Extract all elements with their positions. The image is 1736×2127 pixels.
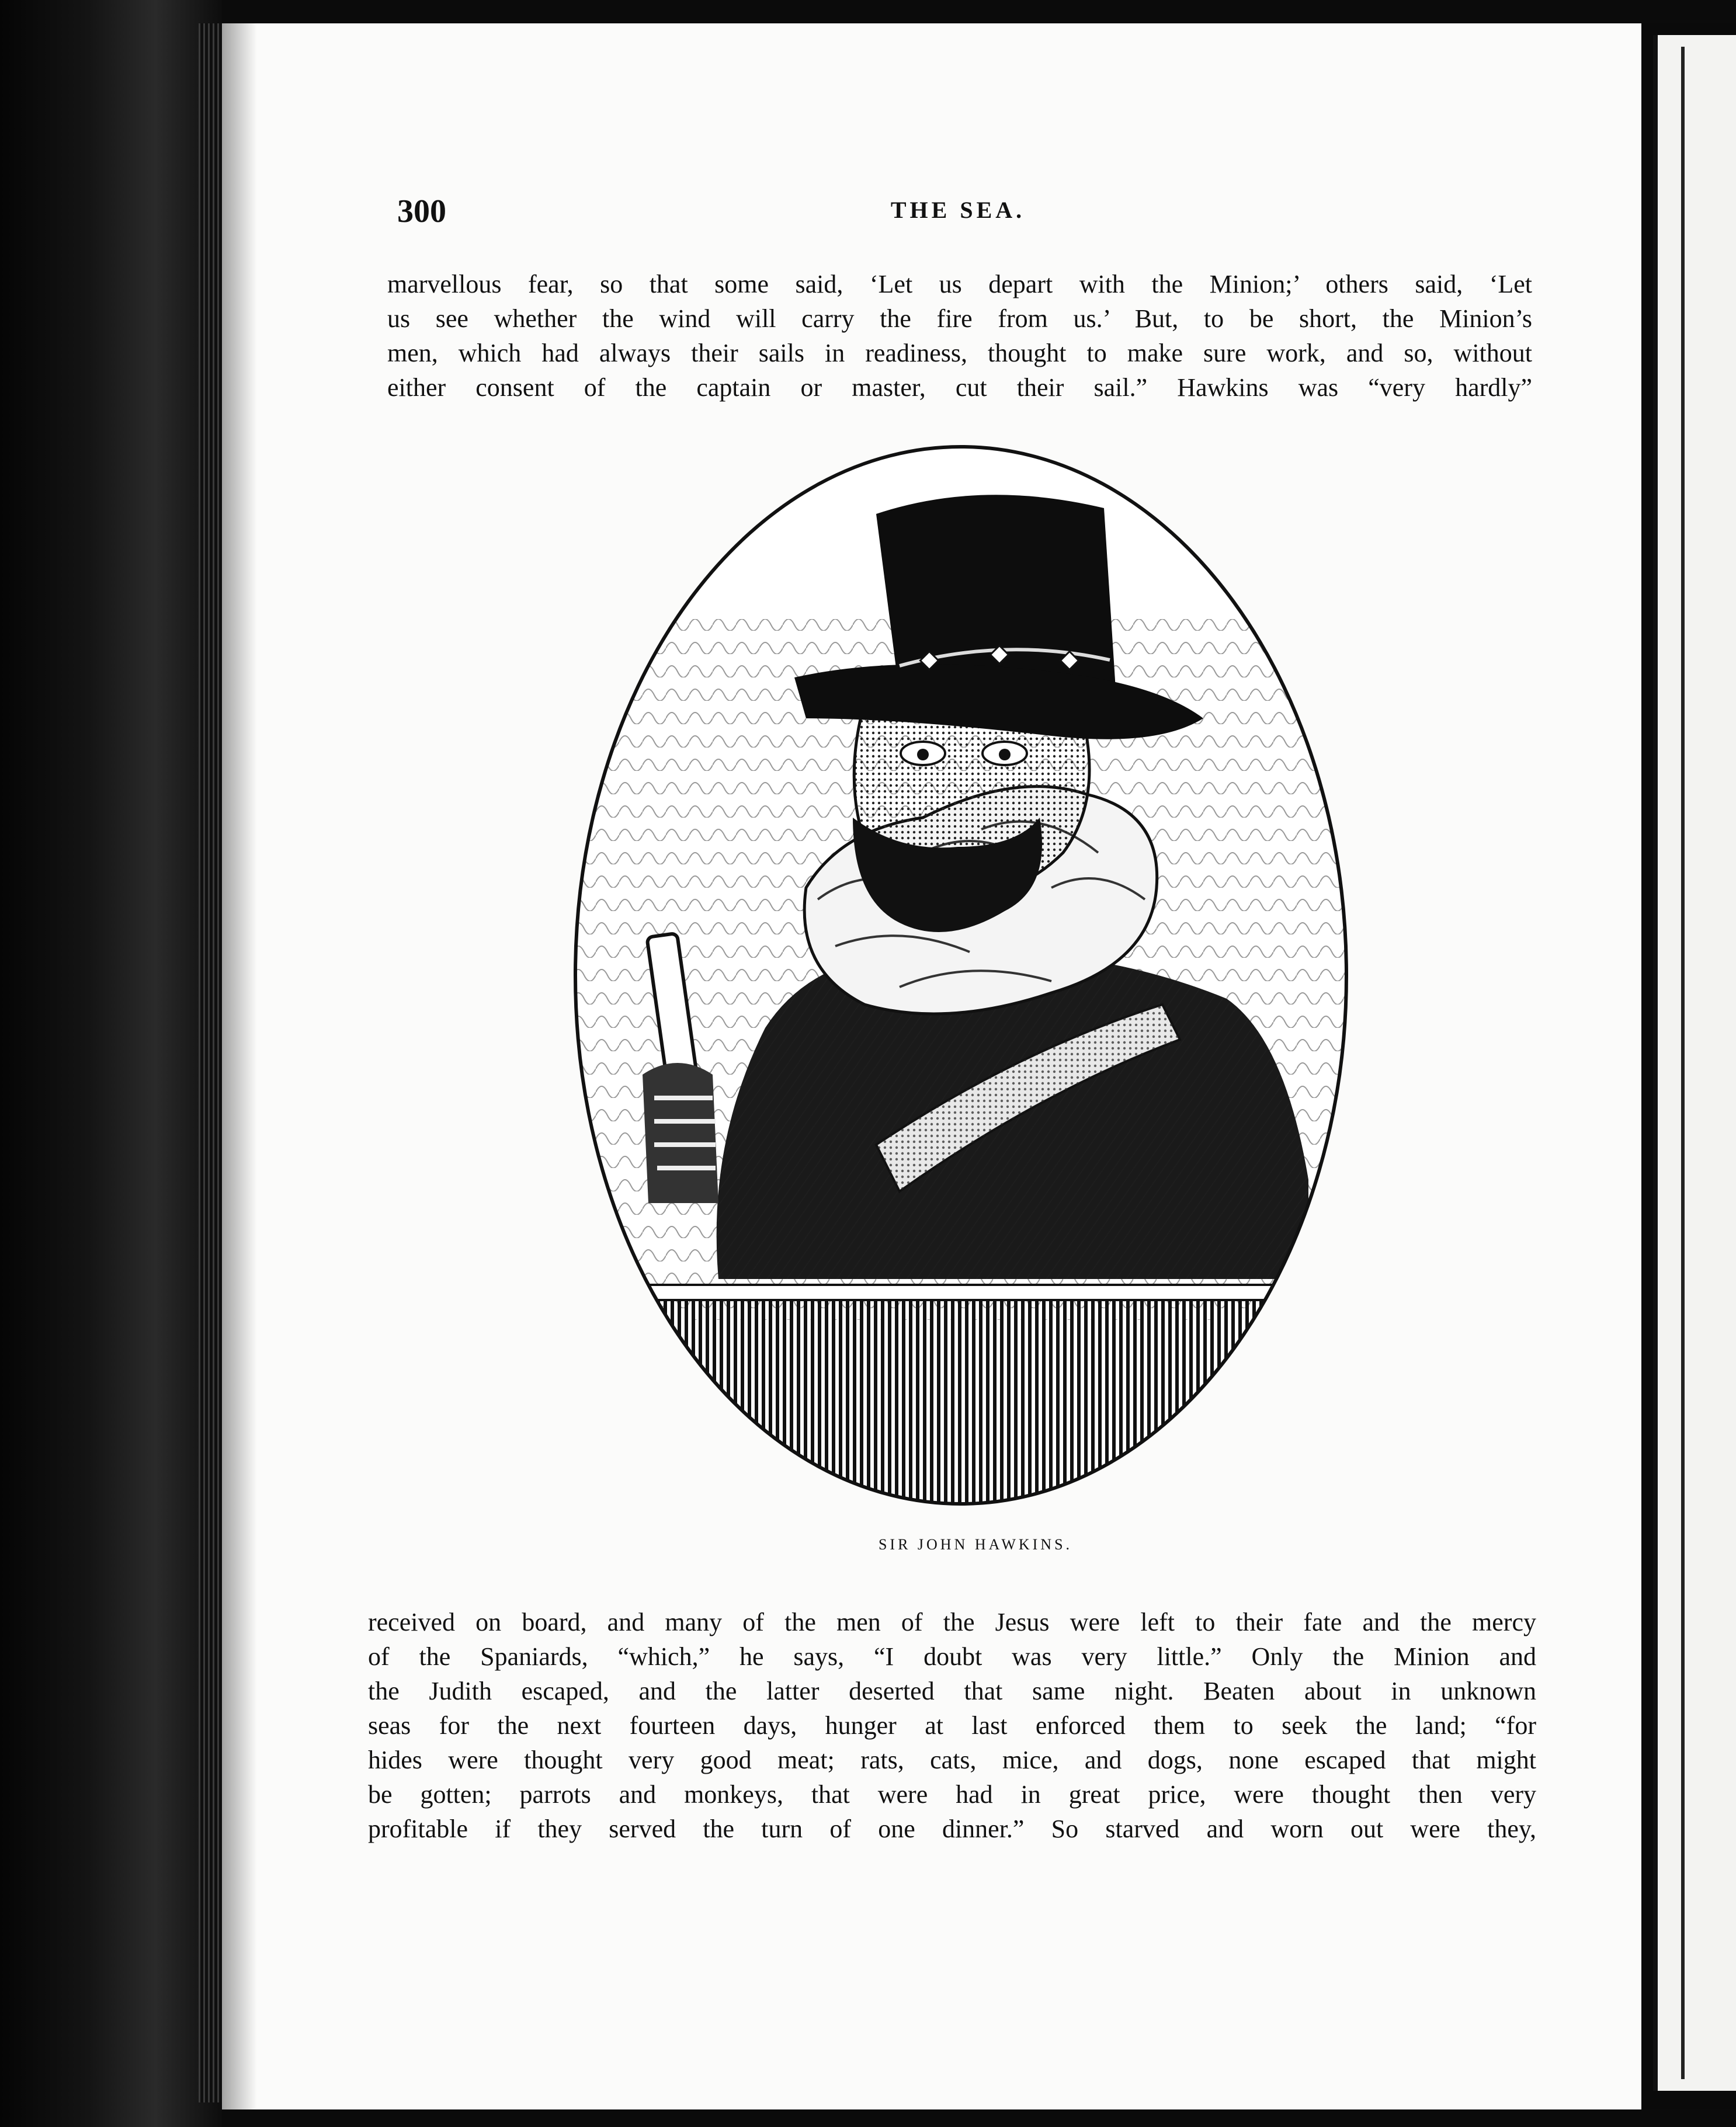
text-line: us see whether the wind will carry the fire from us.’ But, to be short, the Minion’s <box>387 304 1532 333</box>
page-number: 300 <box>397 193 446 230</box>
page-gutter-shadow <box>222 23 257 2109</box>
text-line: of the Spaniards, “which,” he says, “I doubt was very little.” Only the Minion and <box>368 1642 1536 1671</box>
portrait-engraving <box>572 444 1349 1507</box>
paragraph-top <box>387 267 1532 405</box>
book-edge <box>199 23 222 2102</box>
illustration-caption: SIR JOHN HAWKINS. <box>878 1536 1073 1553</box>
text-line: hides were thought very good meat; rats, cats, mice, and dogs, none escaped that might <box>368 1746 1536 1774</box>
book-spine <box>0 0 222 2127</box>
text-line: either consent of the captain or master, cut their sail.” Hawkins was “very hardly” <box>387 373 1532 402</box>
facing-page-rule <box>1681 47 1685 2079</box>
book-page <box>222 23 1641 2109</box>
text-line: be gotten; parrots and monkeys, that were had in great price, were thought then very <box>368 1780 1536 1809</box>
text-line: marvellous fear, so that some said, ‘Let us depart with the Minion;’ others said, ‘Let <box>387 270 1532 298</box>
running-head: THE SEA. <box>890 197 1026 223</box>
facing-page-edge <box>1653 35 1736 2091</box>
text-line: profitable if they served the turn of one dinner.” So starved and worn out were they, <box>368 1815 1536 1843</box>
paragraph-bottom <box>368 1605 1536 1846</box>
portrait-illustration <box>572 444 1349 1507</box>
text-line: men, which had always their sails in readiness, thought to make sure work, and so, without <box>387 339 1532 367</box>
text-line: received on board, and many of the men of the Jesus were left to their fate and the mercy <box>368 1608 1536 1636</box>
text-line: seas for the next fourteen days, hunger at last enforced them to seek the land; “for <box>368 1711 1536 1740</box>
page-header <box>222 193 1641 234</box>
text-line: the Judith escaped, and the latter deserted that same night. Beaten about in unknown <box>368 1677 1536 1705</box>
